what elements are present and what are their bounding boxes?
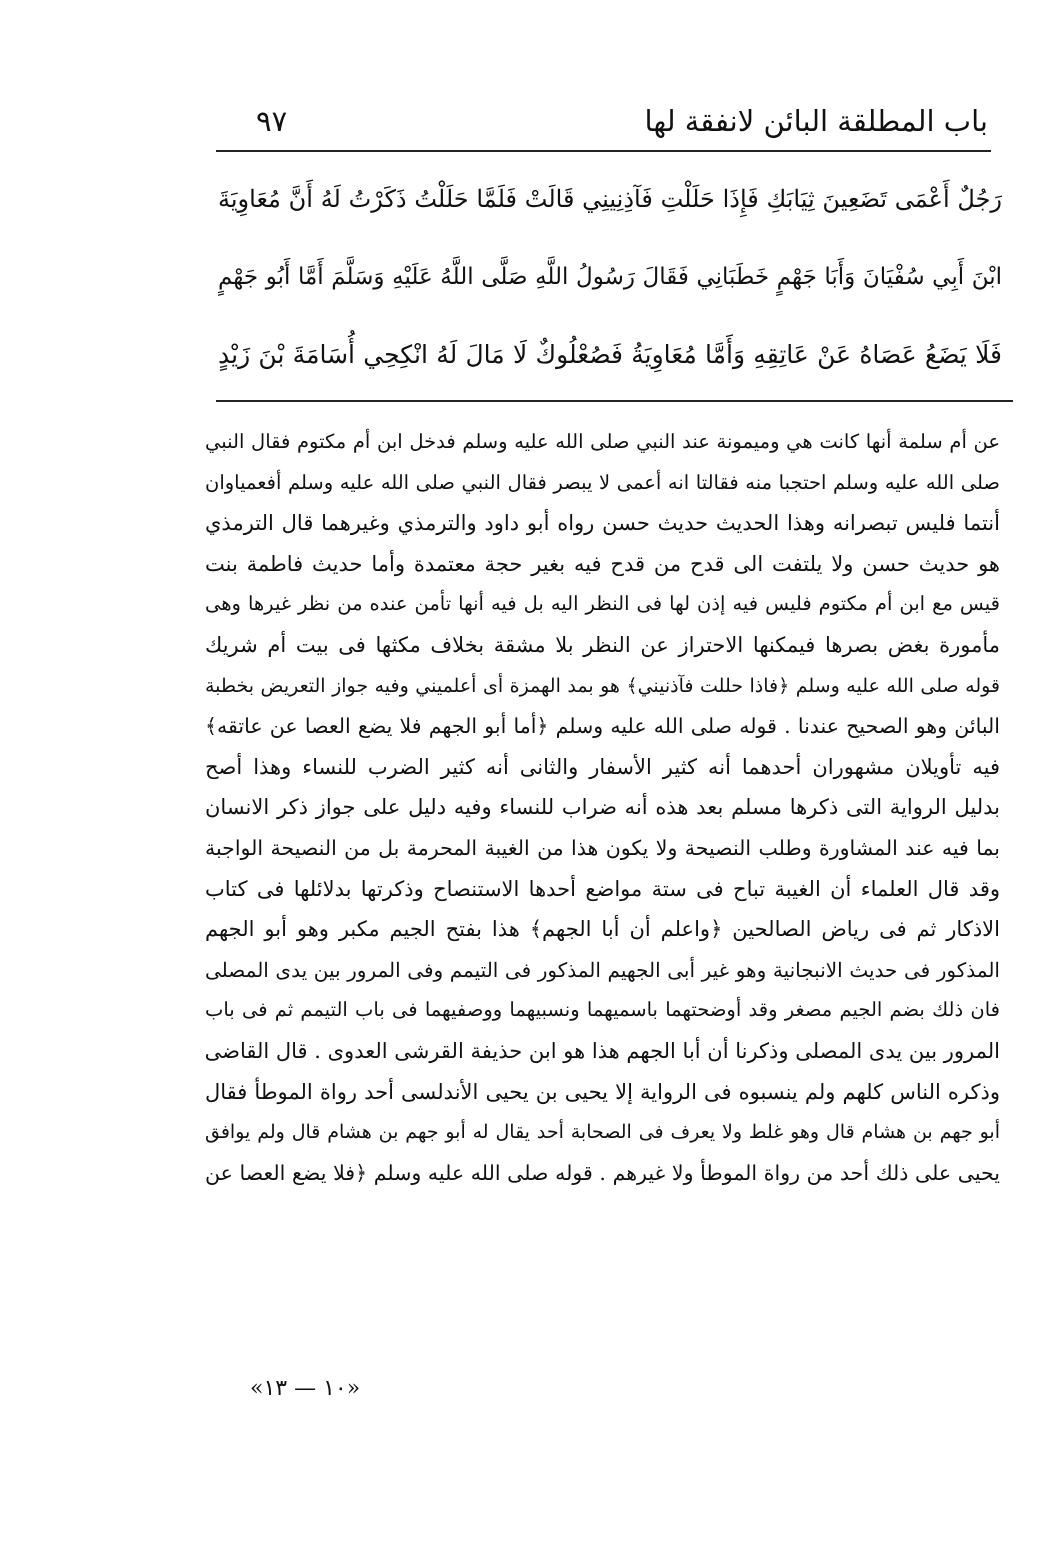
commentary-line: وقد قال العلماء أن الغيبة تباح فى ستة مواضع أحدها الاستنصاح وذكرتها بدلائلها فى كتاب (205, 876, 1000, 901)
commentary-line: الاذكار ثم فى رياض الصالحين ﴿واعلم أن أبا الجهم﴾ هذا بفتح الجيم مكبر وهو أبو الجهم (205, 917, 1000, 942)
commentary-line: فان ذلك بضم الجيم مصغر وقد أوضحتهما باسميهما ونسبيهما ووصفيهما فى باب التيمم ثم فى باب (205, 998, 1000, 1022)
commentary-line: بما فيه عند المشاورة وطلب النصيحة ولا يكون هذا من الغيبة المحرمة بل من النصيحة الواجبة (205, 835, 1000, 860)
commentary-line: فيه تأويلان مشهوران أحدهما أنه كثير الأسفار والثانى أنه كثير الضرب للنساء وهذا أصح (205, 754, 1000, 779)
page-number: ٩٧ (256, 104, 288, 138)
commentary-line: أنتما فليس تبصرانه وهذا الحديث حديث حسن رواه أبو داود والترمذي وغيرهما قال الترمذي (205, 511, 1000, 536)
commentary-line: بدليل الرواية التى ذكرها مسلم بعد هذه أنه ضراب للنساء وفيه دليل على جواز ذكر الانسان (205, 795, 1000, 820)
section-divider (216, 400, 1013, 402)
hadith-text-block (218, 160, 1002, 394)
commentary-line: وذكره الناس كلهم ولم ينسبوه فى الرواية إلا يحيى بن يحيى الأندلسى أحد رواة الموطأ فقال (205, 1079, 1000, 1104)
page-header (218, 100, 988, 148)
commentary-line: قوله صلى الله عليه وسلم ﴿فاذا حللت فآذنيني﴾ هو بمد الهمزة أى أعلميني وفيه جواز التعريض بخطبة (205, 674, 1000, 697)
printer-signature: «١٠ — ١٣» (250, 1376, 361, 1401)
commentary-line: عن أم سلمة أنها كانت هي وميمونة عند النبي صلى الله عليه وسلم فدخل ابن أم مكتوم فقال النبي (205, 430, 1000, 453)
commentary-line: قيس مع ابن أم مكتوم فليس فيه إذن لها فى النظر اليه بل فيه أنها تأمن عنده من نظر غيرها وهى (205, 592, 1000, 616)
commentary-line: صلى الله عليه وسلم احتجبا منه فقالتا انه أعمى لا يبصر فقال النبي صلى الله عليه وسلم أفعمياوان (205, 470, 1000, 494)
commentary-line: البائن وهو الصحيح عندنا . قوله صلى الله عليه وسلم ﴿أما أبو الجهم فلا يضع العصا عن عاتقه﴾ (205, 714, 1000, 739)
chapter-title: باب المطلقة البائن لانفقة لها (644, 104, 988, 138)
commentary-line: أبو جهم بن هشام قال وهو غلط ولا يعرف فى الصحابة أحد يقال له أبو جهم بن هشام قال ولم يوافق (205, 1121, 1000, 1144)
hadith-line: فَلَا يَضَعُ عَصَاهُ عَنْ عَاتِقِهِ وَأَمَّا مُعَاوِيَةُ فَصُعْلُوكٌ لَا مَالَ لَهُ انْكِحِي أُسَامَةَ بْنَ زَيْدٍ (218, 340, 1002, 369)
commentary-line: مأمورة بغض بصرها فيمكنها الاحتراز عن النظر بلا مشقة بخلاف مكثها فى بيت أم شريك (205, 632, 1000, 657)
hadith-line: ابْنَ أَبِي سُفْيَانَ وَأَبَا جَهْمٍ خَطَبَانِي فَقَالَ رَسُولُ اللَّهِ صَلَّى اللَّهُ عَلَيْهِ وَسَلَّمَ أَمَّا أَبُو جَهْمٍ (218, 264, 1002, 290)
commentary-line: المرور بين يدى المصلى وذكرنا أن أبا الجهم هذا هو ابن حذيفة القرشى العدوى . قال القاضى (205, 1038, 1000, 1063)
commentary-line: هو حديث حسن ولا يلتفت الى قدح من قدح فيه بغير حجة معتمدة وأما حديث فاطمة بنت (205, 551, 1000, 576)
commentary-line: المذكور فى حديث الانبجانية وهو غير أبى الجهيم المذكور فى التيمم وفى المرور بين يدى المصلى (205, 957, 1000, 982)
commentary-line: يحيى على ذلك أحد من رواة الموطأ ولا غيرهم . قوله صلى الله عليه وسلم ﴿فلا يضع العصا عن (205, 1160, 1000, 1185)
hadith-line: رَجُلٌ أَعْمَى تَضَعِينَ ثِيَابَكِ فَإِذَا حَلَلْتِ فَآذِنِينِي قَالَتْ فَلَمَّا حَلَلْتُ ذَكَرْتُ لَهُ أَنَّ مُعَاوِيَةَ (218, 185, 1002, 213)
commentary-text-block (205, 422, 1000, 1193)
header-divider (216, 150, 991, 152)
